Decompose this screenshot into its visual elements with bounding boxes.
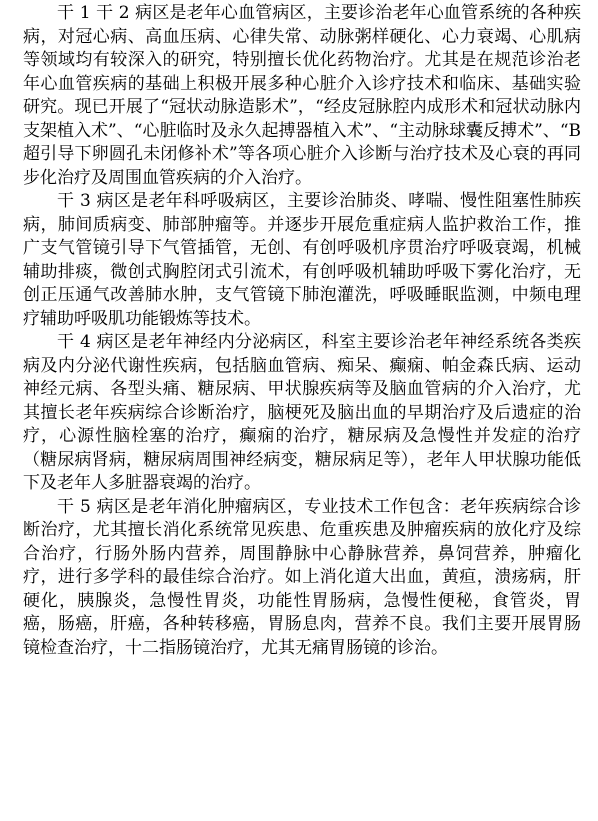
paragraph-ward-4: 干 4 病区是老年神经内分泌病区，科室主要诊治老年神经系统各类疾病及内分泌代谢性疾病，包括脑血管病、痴呆、癫痫、帕金森氏病、运动神经元病、各型头痛、糖尿病、甲状腺疾病等及脑血管病的介入治疗，尤其擅长老年疾病综合诊断治疗，脑梗死及脑出血的早期治疗及后遗症的治疗，心源性脑栓塞的治疗，癫痫的治疗，糖尿病及急慢性并发症的治疗（糖尿病肾病，糖尿病周围神经病变，糖尿病足等），老年人甲状腺功能低下及老年人多脏器衰竭的治疗。 <box>23 332 581 493</box>
paragraph-ward-3: 干 3 病区是老年科呼吸病区，主要诊治肺炎、哮喘、慢性阻塞性肺疾病，肺间质病变、肺部肿瘤等。并逐步开展危重症病人监护救治工作，推广支气管镜引导下气管插管，无创、有创呼吸机序贯治疗呼吸衰竭，机械辅助排痰，微创式胸腔闭式引流术，有创呼吸机辅助呼吸下雾化治疗，无创正压通气改善肺水肿，支气管镜下肺泡灌洗，呼吸睡眠监测，中频电理疗辅助呼吸肌功能锻炼等技术。 <box>23 191 581 329</box>
paragraph-ward-1-2: 干 1 干 2 病区是老年心血管病区，主要诊治老年心血管系统的各种疾病，对冠心病、高血压病、心律失常、动脉粥样硬化、心力衰竭、心肌病等领域均有较深入的研究，特别擅长优化药物治疗。尤其是在规范诊治老年心血管疾病的基础上积极开展多种心脏介入诊疗技术和临床、基础实验研究。现已开展了“冠状动脉造影术”，“经皮冠脉腔内成形术和冠状动脉内支架植入术”、“心脏临时及永久起搏器植入术”、“主动脉球囊反搏术”、“B 超引导下卵圆孔未闭修补术”等各项心脏介入诊断与治疗技术及心衰的再同步化治疗及周围血管疾病的介入治疗。 <box>23 3 581 188</box>
paragraph-ward-5: 干 5 病区是老年消化肿瘤病区，专业技术工作包含：老年疾病综合诊断治疗，尤其擅长消化系统常见疾患、危重疾患及肿瘤疾病的放化疗及综合治疗，行肠外肠内营养，周围静脉中心静脉营养，鼻饲营养，肿瘤化疗，进行多学科的最佳综合治疗。如上消化道大出血，黄疸，溃疡病，肝硬化，胰腺炎，急慢性胃炎，功能性胃肠病，急慢性便秘，食管炎，胃癌，肠癌，肝癌，各种转移癌，胃肠息肉，营养不良。我们主要开展胃肠镜检查治疗，十二指肠镜治疗，尤其无痛胃肠镜的诊治。 <box>23 496 581 658</box>
